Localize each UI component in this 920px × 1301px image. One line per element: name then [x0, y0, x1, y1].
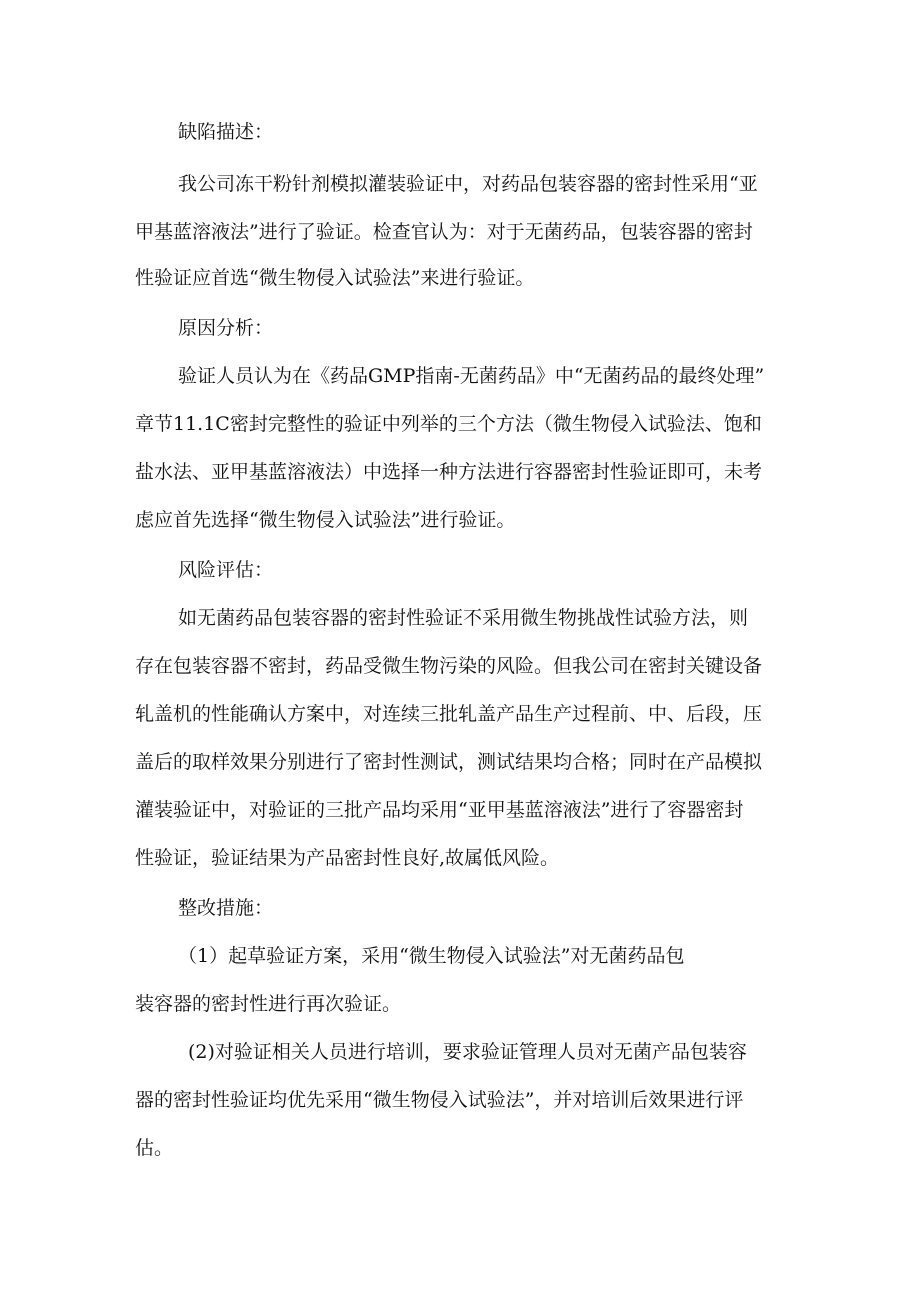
risk-body-line: 盖后的取样效果分别进行了密封性测试，测试结果均合格；同时在产品模拟 [135, 751, 763, 773]
risk-heading: 风险评估： [178, 559, 274, 581]
risk-body-line: 轧盖机的性能确认方案中，对连续三批轧盖产品生产过程前、中、后段，压 [135, 703, 763, 725]
risk-body-line: 存在包装容器不密封，药品受微生物污染的风险。但我公司在密封关键设备 [135, 655, 763, 677]
risk-body-line: 如无菌药品包装容器的密封性验证不采用微生物挑战性试验方法，则 [178, 607, 749, 629]
defect-body-line: 我公司冻干粉针剂模拟灌装验证中，对药品包装容器的密封性采用“亚 [178, 173, 758, 195]
action-item-2-line: 估。 [135, 1137, 174, 1159]
defect-body-line: 甲基蓝溶液法”进行了验证。检查官认为：对于无菌药品，包装容器的密封 [135, 221, 753, 243]
cause-body-line: 章节11.1C密封完整性的验证中列举的三个方法（微生物侵入试验法、饱和 [135, 413, 762, 435]
defect-body-line: 性验证应首选“微生物侵入试验法”来进行验证。 [135, 267, 535, 289]
action-item-1-line: （1）起草验证方案，采用“微生物侵入试验法”对无菌药品包 [178, 945, 685, 967]
cause-body-line: 虑应首先选择“微生物侵入试验法”进行验证。 [135, 509, 516, 531]
cause-body-line: 盐水法、亚甲基蓝溶液法）中选择一种方法进行容器密封性验证即可，未考 [135, 461, 763, 483]
defect-heading: 缺陷描述： [178, 121, 274, 143]
cause-body-line: 验证人员认为在《药品GMP指南-无菌药品》中“无菌药品的最终处理” [178, 365, 765, 387]
action-item-1-line: 装容器的密封性进行再次验证。 [135, 993, 402, 1015]
action-item-2-line: 器的密封性验证均优先采用“微生物侵入试验法”，并对培训后效果进行评 [135, 1089, 744, 1111]
cause-heading: 原因分析： [178, 317, 274, 339]
risk-body-line: 性验证，验证结果为产品密封性良好,故属低风险。 [135, 847, 560, 869]
risk-body-line: 灌装验证中，对验证的三批产品均采用“亚甲基蓝溶液法”进行了容器密封 [135, 799, 744, 821]
action-item-2-line: (2)对验证相关人员进行培训，要求验证管理人员对无菌产品包装容 [188, 1041, 747, 1063]
action-heading: 整改措施： [178, 897, 274, 919]
